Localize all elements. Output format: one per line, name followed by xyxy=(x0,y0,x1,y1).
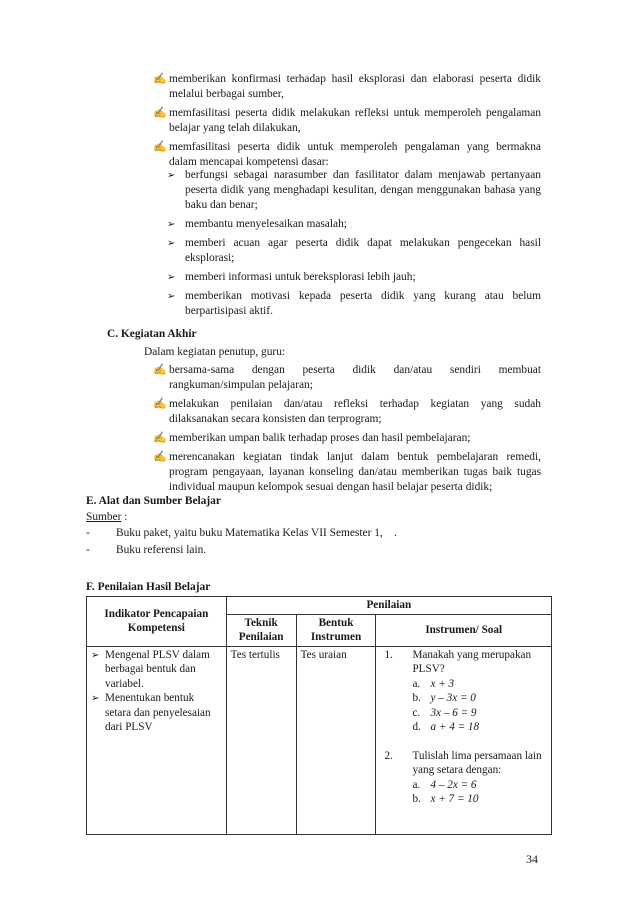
table-header-row xyxy=(87,597,552,615)
cell-indikator xyxy=(87,646,227,834)
option-label: a. xyxy=(412,778,421,791)
pen-check-icon: ✍ xyxy=(153,73,167,85)
list-item xyxy=(153,106,541,136)
section-c-heading: C. Kegiatan Akhir xyxy=(107,328,197,340)
list-item xyxy=(153,363,541,393)
answer-option xyxy=(412,778,547,793)
arrow-right-icon: ➢ xyxy=(167,238,176,249)
question-number: 2. xyxy=(384,749,393,762)
cell-soal xyxy=(376,646,552,834)
question-text: Manakah yang merupakan PLSV? xyxy=(412,648,532,675)
table-row xyxy=(87,646,552,834)
answer-option xyxy=(412,677,547,692)
indikator-text: Menentukan bentuk setara dan penyelesaian dari PLSV xyxy=(105,692,211,733)
list-item-text: memfasilitasi peserta didik untuk memperoleh pengalaman yang bermakna dalam mencapai kompetensi dasar: xyxy=(169,141,541,168)
list-item xyxy=(86,526,546,541)
arrow-right-icon: ➢ xyxy=(91,693,100,704)
option-label: d. xyxy=(412,721,421,733)
pen-check-icon: ✍ xyxy=(153,398,167,410)
list-item xyxy=(153,72,541,102)
list-item xyxy=(167,217,541,232)
assessment-table xyxy=(86,596,552,835)
cell-teknik: Tes tertulis xyxy=(226,646,296,834)
pen-check-icon: ✍ xyxy=(153,141,167,153)
option-label: a. xyxy=(412,677,421,690)
arrow-right-icon: ➢ xyxy=(167,170,176,181)
option-text: x + 7 = 10 xyxy=(430,793,479,805)
header-teknik: Teknik Penilaian xyxy=(226,614,296,646)
list-item-text: memberi informasi untuk bereksplorasi lebih jauh; xyxy=(185,271,416,283)
pen-check-icon: ✍ xyxy=(153,451,167,463)
option-text: a + 4 = 18 xyxy=(430,721,480,733)
list-item-text: membantu menyelesaikan masalah; xyxy=(185,218,347,230)
question-number: 1. xyxy=(384,648,393,661)
section-c-list xyxy=(153,363,541,495)
list-item-text: Buku paket, yaitu buku Matematika Kelas VII Semester 1, . xyxy=(116,527,398,539)
answer-option xyxy=(412,792,547,807)
indikator-text: Mengenal PLSV dalam berbagai bentuk dan variabel. xyxy=(105,648,210,690)
dash-marker: - xyxy=(86,527,90,539)
pen-check-icon: ✍ xyxy=(153,107,167,119)
header-instrumen: Instrumen/ Soal xyxy=(376,614,552,646)
option-text: x + 3 xyxy=(430,677,455,690)
sumber-list xyxy=(86,526,546,558)
section-c-intro: Dalam kegiatan penutup, guru: xyxy=(144,346,286,358)
section-e-heading: E. Alat dan Sumber Belajar xyxy=(86,495,221,507)
sub-bullet-list xyxy=(167,168,541,319)
option-text: 4 – 2x = 6 xyxy=(430,778,477,791)
list-item xyxy=(153,397,541,427)
list-item-text: Buku referensi lain. xyxy=(116,544,207,556)
list-item-text: memberi acuan agar peserta didik dapat melakukan pengecekan hasil eksplorasi; xyxy=(185,237,541,264)
header-penilaian: Penilaian xyxy=(226,597,551,615)
indikator-item xyxy=(91,691,222,735)
list-item xyxy=(153,140,541,170)
list-item xyxy=(153,431,541,446)
list-item-text: melakukan penilaian dan/atau refleksi terhadap kegiatan yang sudah dilaksanakan secara konsisten dan terprogram; xyxy=(169,398,541,425)
list-item xyxy=(167,168,541,213)
answer-option xyxy=(412,691,547,706)
option-text: 3x – 6 = 9 xyxy=(430,706,477,719)
arrow-right-icon: ➢ xyxy=(167,272,176,283)
arrow-right-icon: ➢ xyxy=(167,219,176,230)
cell-bentuk: Tes uraian xyxy=(296,646,376,834)
list-item xyxy=(153,450,541,495)
list-item xyxy=(167,289,541,319)
list-item-text: berfungsi sebagai narasumber dan fasilitator dalam menjawab pertanyaan peserta didik yang menghadapi kesulitan, dengan menggunakan bahasa yang baku dan benar; xyxy=(185,169,541,211)
list-item-text: memberikan motivasi kepada peserta didik yang kurang atau belum berpartisipasi aktif. xyxy=(185,290,541,317)
option-label: b. xyxy=(412,692,421,704)
sumber-line xyxy=(86,510,127,525)
list-item xyxy=(86,543,546,558)
question-item xyxy=(384,749,547,807)
pen-check-icon: ✍ xyxy=(153,432,167,444)
question-text: Tulislah lima persamaan lain yang setara dengan: xyxy=(412,749,542,776)
sumber-label: Sumber xyxy=(86,511,122,523)
list-item-text: memberikan konfirmasi terhadap hasil eksplorasi dan elaborasi peserta didik melalui berbagai sumber, xyxy=(169,73,541,100)
option-label: c. xyxy=(412,706,421,719)
answer-option xyxy=(412,706,547,721)
list-item xyxy=(167,270,541,285)
arrow-right-icon: ➢ xyxy=(91,649,100,661)
option-label: b. xyxy=(412,793,421,805)
bullet-list-top xyxy=(153,72,541,170)
header-bentuk: Bentuk Instrumen xyxy=(296,614,376,646)
pen-check-icon: ✍ xyxy=(153,364,167,376)
dash-marker: - xyxy=(86,544,90,556)
list-item-text: merencanakan kegiatan tindak lanjut dalam bentuk pembelajaran remedi, program pengayaan, layanan konseling dan/atau memberikan tugas baik tugas individual maupun kelompok sesuai dengan hasil belajar peserta didik; xyxy=(169,451,541,493)
question-item xyxy=(384,648,547,735)
option-text: y – 3x = 0 xyxy=(430,692,476,704)
list-item-text: bersama-sama dengan peserta didik dan/atau sendiri membuat rangkuman/simpulan pelajaran; xyxy=(169,364,541,391)
indikator-item xyxy=(91,648,222,692)
section-f-heading: F. Penilaian Hasil Belajar xyxy=(86,581,211,593)
arrow-right-icon: ➢ xyxy=(167,291,176,302)
page-number: 34 xyxy=(526,852,538,866)
answer-option xyxy=(412,720,547,735)
list-item-text: memberikan umpan balik terhadap proses dan hasil pembelajaran; xyxy=(169,432,471,444)
sumber-colon: : xyxy=(121,511,128,523)
header-indikator: Indikator Pencapaian Kompetensi xyxy=(87,597,227,647)
list-item xyxy=(167,236,541,266)
list-item-text: memfasilitasi peserta didik melakukan refleksi untuk memperoleh pengalaman belajar yang telah dilakukan, xyxy=(169,107,541,134)
